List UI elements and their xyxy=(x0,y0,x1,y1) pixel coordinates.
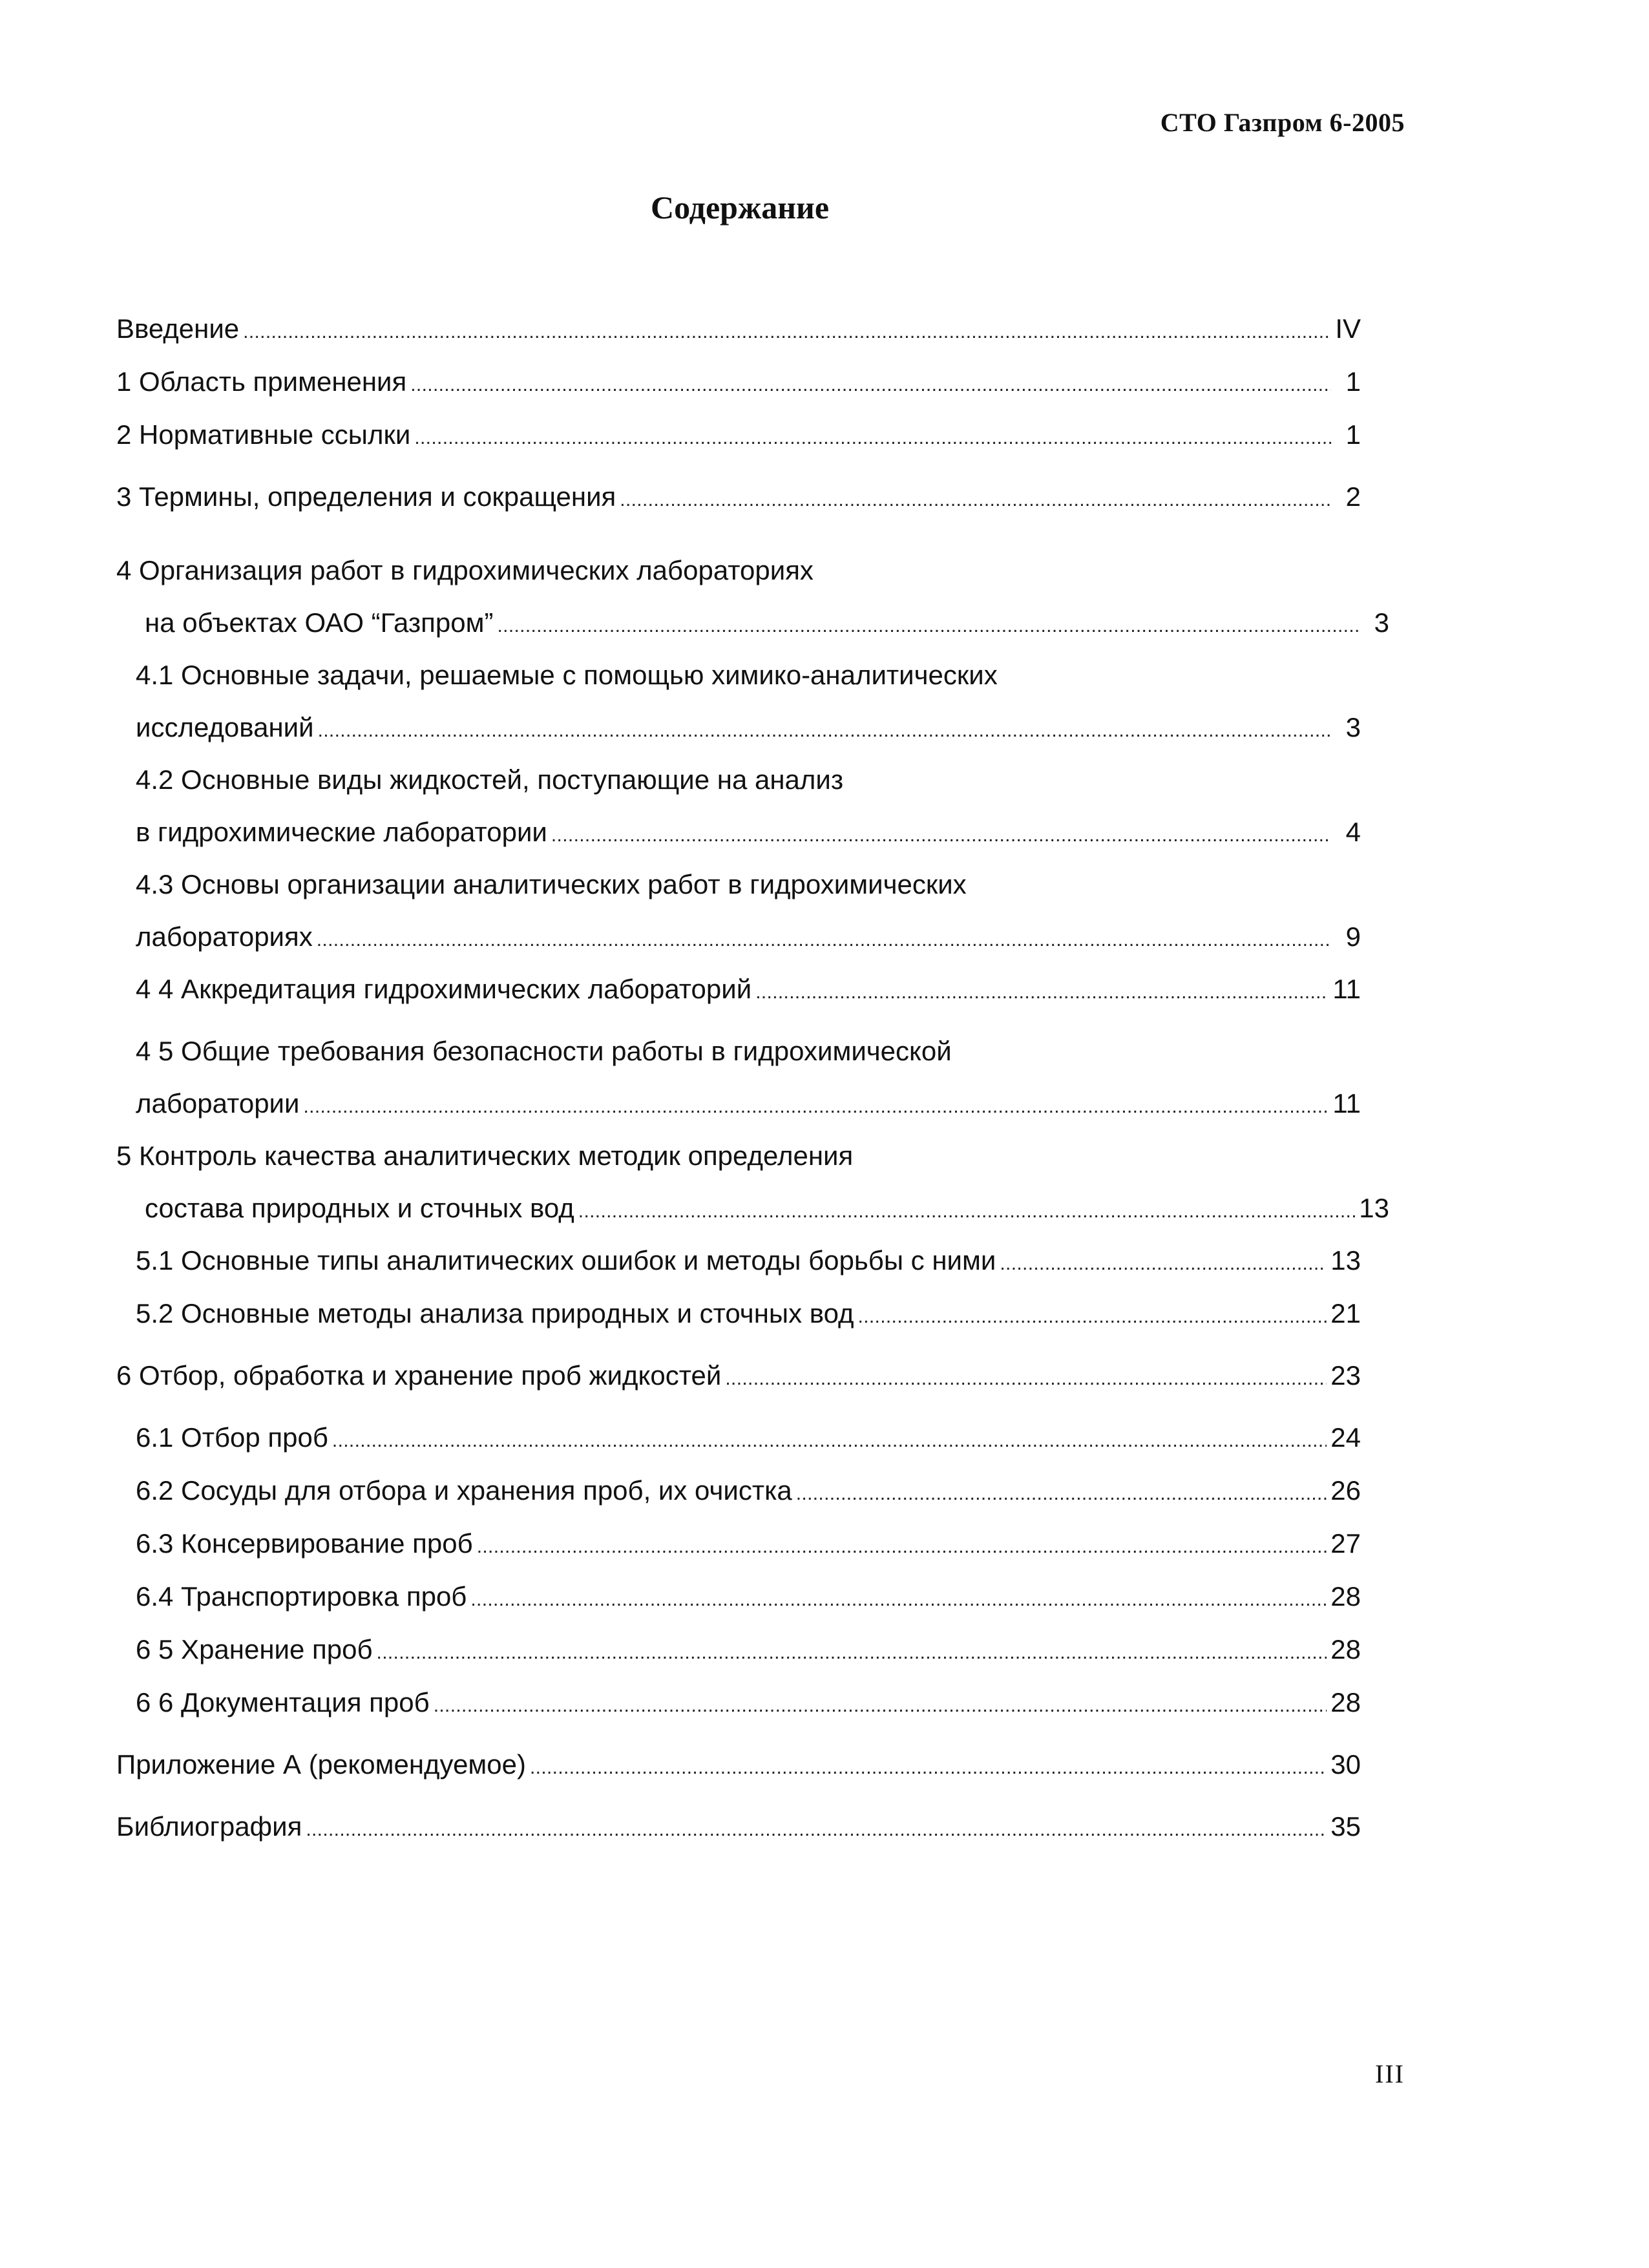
leader-dots xyxy=(858,1287,1327,1343)
toc-entry-text: 6 Отбор, обработка и хранение проб жидкостей xyxy=(116,1360,722,1391)
leader-dots xyxy=(755,963,1329,1019)
toc-entry-text: 4 5 Общие требования безопасности работы в гидрохимической xyxy=(136,1036,952,1066)
document-code: СТО Газпром 6-2005 xyxy=(1160,108,1405,137)
toc-entry-text-continued: на объектах ОАО “Газпром” xyxy=(145,607,494,638)
toc-page-number: 3 xyxy=(1345,712,1361,742)
toc-entry-text-continued: лаборатории xyxy=(136,1088,300,1118)
toc-entry-text: 3 Термины, определения и сокращения xyxy=(116,481,616,512)
toc-page-number: 21 xyxy=(1330,1298,1361,1328)
leader-dots xyxy=(377,1623,1327,1679)
leader-dots xyxy=(1000,1234,1327,1290)
toc-page-number: 11 xyxy=(1332,1088,1361,1118)
toc-page-number: 24 xyxy=(1330,1422,1361,1453)
toc-entry-text-continued: исследований xyxy=(136,712,314,742)
leader-dots xyxy=(498,597,1360,652)
toc-entry-4-2[interactable] xyxy=(116,753,1361,858)
toc-page-number: 1 xyxy=(1345,419,1361,450)
toc-entry-introduction[interactable] xyxy=(116,302,1361,355)
toc-entry-5[interactable] xyxy=(116,1129,1389,1234)
leader-dots xyxy=(414,408,1331,465)
toc-entry-text: 6 5 Хранение проб xyxy=(136,1634,373,1664)
leader-dots xyxy=(725,1349,1327,1405)
toc-page-number: IV xyxy=(1335,313,1361,344)
toc-entry-text-continued: состава природных и сточных вод xyxy=(145,1193,574,1223)
toc-page-number: 27 xyxy=(1330,1528,1361,1559)
page-number: III xyxy=(1375,2059,1405,2088)
toc-entry-5-2[interactable] xyxy=(116,1287,1361,1340)
toc-entry-text: 5 Контроль качества аналитических методик определения xyxy=(116,1140,854,1171)
toc-entry-text: 1 Область применения xyxy=(116,366,407,397)
leader-dots xyxy=(434,1676,1327,1732)
leader-dots xyxy=(470,1570,1327,1626)
toc-entry-text-continued: в гидрохимические лаборатории xyxy=(136,817,547,847)
toc-page-number: 28 xyxy=(1330,1581,1361,1612)
toc-entry-text: 6 6 Документация проб xyxy=(136,1687,430,1717)
toc-entry-2[interactable] xyxy=(116,408,1361,461)
leader-dots xyxy=(303,1078,1329,1133)
toc-entry-6[interactable] xyxy=(116,1349,1361,1402)
leader-dots xyxy=(578,1182,1356,1237)
toc-page-number: 13 xyxy=(1330,1245,1361,1276)
toc-entry-6-3[interactable] xyxy=(116,1517,1361,1570)
leader-dots xyxy=(551,806,1331,861)
toc-page-number: 26 xyxy=(1330,1475,1361,1506)
toc-entry-4-5[interactable] xyxy=(116,1025,1361,1129)
leader-dots xyxy=(530,1738,1327,1794)
toc-page-number: 1 xyxy=(1345,366,1361,397)
toc-entry-text-continued: лабораториях xyxy=(136,921,313,952)
leader-dots xyxy=(332,1411,1327,1467)
toc-entry-6-1[interactable] xyxy=(116,1411,1361,1464)
toc-entry-5-1[interactable] xyxy=(116,1234,1361,1287)
leader-dots xyxy=(410,355,1331,412)
toc-page-number: 35 xyxy=(1330,1811,1361,1842)
page-title: Содержание xyxy=(650,189,830,226)
toc-entry-bibliography[interactable] xyxy=(116,1800,1361,1853)
toc-page-number: 28 xyxy=(1330,1634,1361,1664)
toc-entry-text: 4 4 Аккредитация гидрохимических лабораторий xyxy=(136,974,752,1004)
toc-entry-6-5[interactable] xyxy=(116,1623,1361,1676)
toc-entry-text: 4.1 Основные задачи, решаемые с помощью химико-аналитических xyxy=(136,660,998,690)
toc-entry-4[interactable] xyxy=(116,544,1389,649)
leader-dots xyxy=(620,470,1331,527)
toc-entry-text: 6.1 Отбор проб xyxy=(136,1422,328,1453)
toc-entry-text: 6.3 Консервирование проб xyxy=(136,1528,473,1559)
toc-entry-6-2[interactable] xyxy=(116,1464,1361,1517)
toc-page-number: 23 xyxy=(1330,1360,1361,1391)
toc-entry-text: 2 Нормативные ссылки xyxy=(116,419,411,450)
toc-page-number: 4 xyxy=(1345,817,1361,847)
leader-dots xyxy=(317,911,1331,966)
toc-page-number: 2 xyxy=(1345,481,1361,512)
toc-entry-6-4[interactable] xyxy=(116,1570,1361,1623)
toc-entry-text: Приложение А (рекомендуемое) xyxy=(116,1749,526,1780)
toc-page-number: 30 xyxy=(1330,1749,1361,1780)
toc-page-number: 3 xyxy=(1374,607,1389,638)
table-of-contents xyxy=(116,302,1389,1853)
toc-entry-1[interactable] xyxy=(116,355,1361,408)
leader-dots xyxy=(318,702,1331,757)
toc-page-number: 11 xyxy=(1332,974,1361,1004)
toc-entry-6-6[interactable] xyxy=(116,1676,1361,1729)
toc-entry-text: 4.3 Основы организации аналитических работ в гидрохимических xyxy=(136,869,967,899)
toc-entry-text: 6.4 Транспортировка проб xyxy=(136,1581,467,1612)
leader-dots xyxy=(796,1464,1327,1520)
toc-entry-text: Введение xyxy=(116,313,240,344)
toc-entry-text: 5.2 Основные методы анализа природных и сточных вод xyxy=(136,1298,854,1328)
toc-entry-text: Библиография xyxy=(116,1811,302,1842)
leader-dots xyxy=(306,1800,1327,1856)
toc-entry-4-3[interactable] xyxy=(116,858,1361,963)
toc-entry-appendix-a[interactable] xyxy=(116,1738,1361,1791)
toc-entry-4-1[interactable] xyxy=(116,649,1361,753)
leader-dots xyxy=(477,1517,1327,1573)
toc-entry-text: 6.2 Сосуды для отбора и хранения проб, их очистка xyxy=(136,1475,792,1506)
toc-entry-text: 4 Организация работ в гидрохимических лабораториях xyxy=(116,555,814,585)
toc-entry-4-4[interactable] xyxy=(116,963,1361,1016)
toc-entry-text: 5.1 Основные типы аналитических ошибок и методы борьбы с ними xyxy=(136,1245,996,1276)
toc-page-number: 13 xyxy=(1359,1193,1389,1223)
toc-page-number: 9 xyxy=(1345,921,1361,952)
toc-entry-text: 4.2 Основные виды жидкостей, поступающие на анализ xyxy=(136,764,844,795)
toc-page-number: 28 xyxy=(1330,1687,1361,1717)
toc-entry-3[interactable] xyxy=(116,470,1361,523)
leader-dots xyxy=(243,302,1331,359)
